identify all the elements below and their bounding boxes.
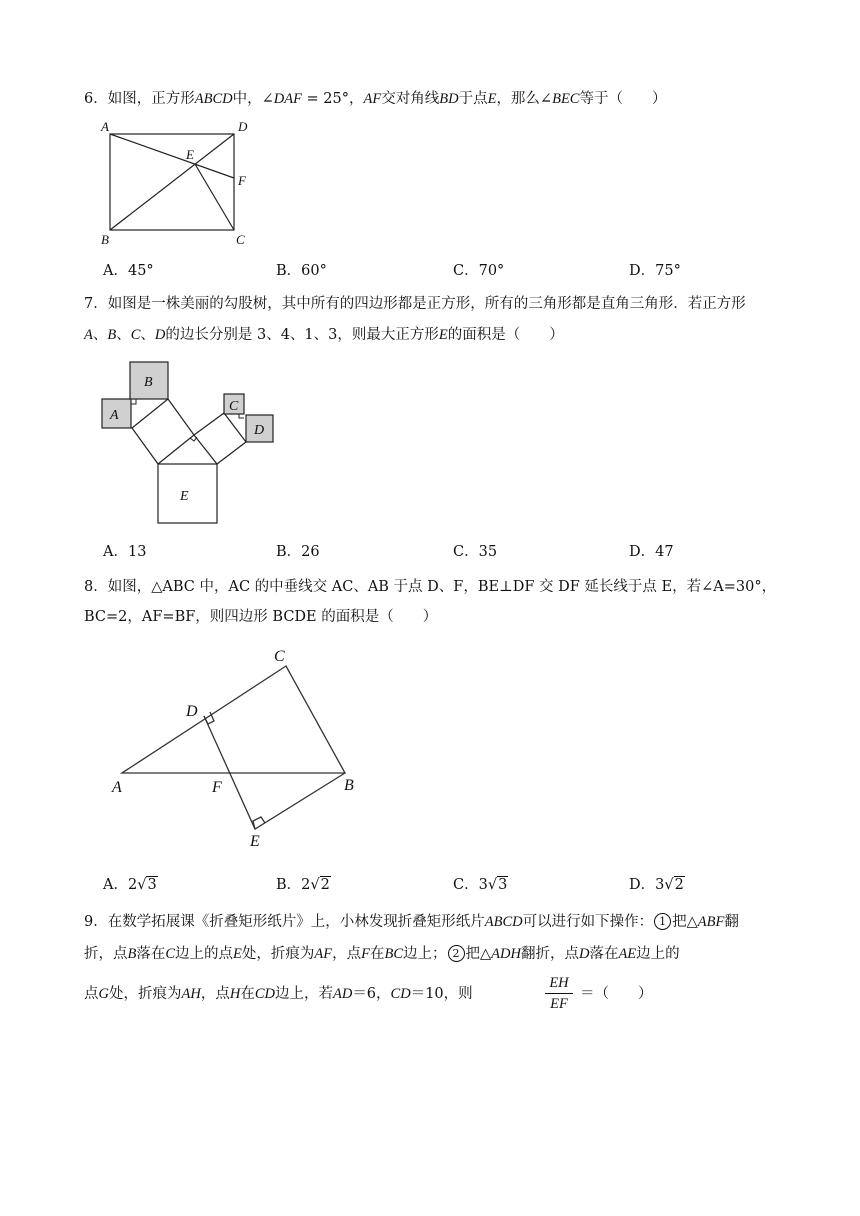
sqrt-icon: √ (137, 877, 147, 893)
q6-label-d: D (238, 119, 248, 134)
sqrt-icon: √ (487, 877, 498, 893)
q9-stem-line3: 点G处，折痕为AH，点H在CD边上，若AD＝6，CD＝10，则 (84, 986, 473, 1002)
q6-option-d[interactable]: D．75° (629, 263, 681, 279)
q6-option-b[interactable]: B．60° (276, 263, 327, 279)
q8-stem-line2: BC=2，AF=BF，则四边形 BCDE 的面积是（ ） (84, 609, 438, 625)
fraction-numerator: EH (549, 975, 569, 991)
q6-label-c: C (236, 232, 245, 247)
q8-label-a: A (112, 779, 122, 796)
q9-stem-line1: 9．在数学拓展课《折叠矩形纸片》上，小林发现折叠矩形纸片ABCD可以进行如下操作： 1 把△ABF翻 (84, 914, 739, 930)
q6-option-c[interactable]: C．70° (453, 263, 505, 279)
q7-label-c: C (229, 399, 239, 414)
q7-option-c[interactable]: C．35 (453, 544, 498, 560)
q7-pythagoras-tree-figure (95, 355, 280, 530)
q9-stem-line2: 折，点B落在C边上的点E处，折痕为AF，点F在BC边上； 2 把△ADH翻折，点D落在AE边上的 (84, 946, 680, 962)
q8-label-c: C (274, 648, 285, 665)
q6-option-a[interactable]: A．45° (103, 263, 154, 279)
q7-label-b: B (144, 375, 153, 390)
sqrt-icon: √ (664, 877, 674, 893)
q7-option-b[interactable]: B．26 (276, 544, 320, 560)
q6-label-e: E (186, 147, 194, 162)
fraction-bar (545, 993, 573, 994)
q8-option-d[interactable]: D．3√2 (629, 877, 684, 893)
q7-option-d[interactable]: D．47 (629, 544, 674, 560)
q7-label-d: D (254, 423, 265, 438)
q7-label-a: A (110, 408, 119, 423)
q6-label-b: B (101, 232, 109, 247)
fraction-denominator: EF (550, 996, 568, 1012)
sqrt-icon: √ (310, 877, 320, 893)
step-2-marker: 2 (448, 945, 465, 962)
q7-stem-line2: A、B、C、D的边长分别是 3、4、1、3，则最大正方形E的面积是（ ） (84, 327, 564, 343)
q7-option-a[interactable]: A．13 (103, 544, 147, 560)
q8-stem-line1: 8．如图，△ABC 中，AC 的中垂线交 AC、AB 于点 D、F，BE⊥DF 交 DF 延长线于点 E，若∠A=30°， (84, 579, 777, 595)
q8-label-e: E (250, 833, 260, 850)
q8-label-b: B (344, 777, 354, 794)
q8-triangle-figure (105, 638, 365, 853)
q6-stem: 6．如图，正方形ABCD中，∠DAF = 25°，AF交对角线BD于点E，那么∠BEC等于（ ） (84, 91, 667, 107)
step-1-marker: 1 (654, 913, 671, 930)
q9-answer-blank: ＝（ ） (580, 986, 653, 1002)
q8-label-d: D (186, 703, 198, 720)
q6-label-f: F (238, 173, 246, 188)
q6-figure (95, 115, 265, 250)
q6-label-a: A (101, 119, 109, 134)
q7-stem-line1: 7．如图是一株美丽的勾股树，其中所有的四边形都是正方形，所有的三角形都是直角三角形．若正方形 (84, 296, 746, 312)
q7-label-e: E (180, 489, 189, 504)
q8-label-f: F (212, 779, 222, 796)
q9-fraction-eh-over-ef (545, 974, 573, 1013)
q8-option-c[interactable]: C．3√3 (453, 877, 508, 893)
q8-option-a[interactable]: A．2√3 (103, 877, 157, 893)
q8-option-b[interactable]: B．2√2 (276, 877, 330, 893)
